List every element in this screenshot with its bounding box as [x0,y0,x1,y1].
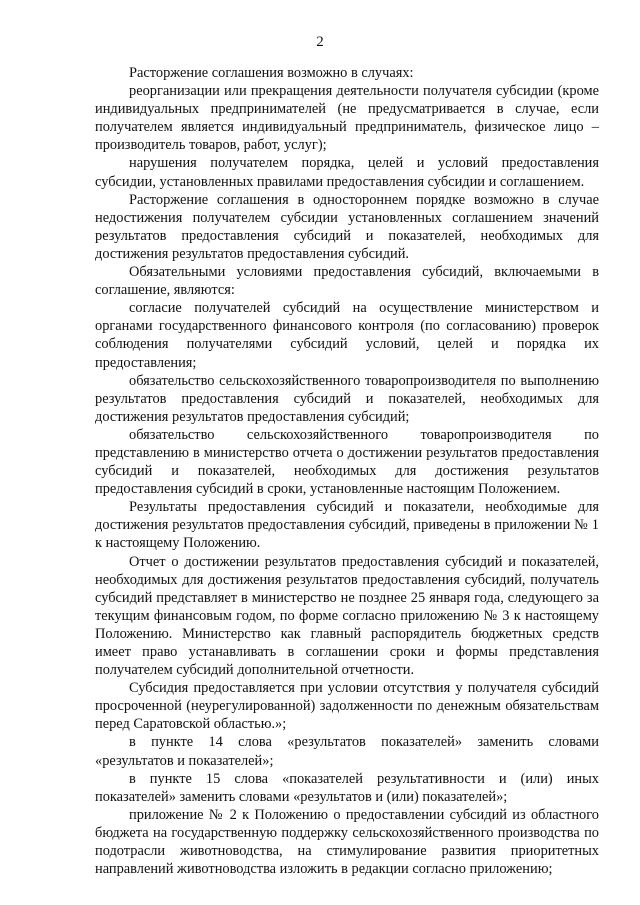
paragraph: в пункте 14 слова «результатов показателей» заменить словами «результатов и показателей»; [95,734,599,769]
paragraph: согласие получателей субсидий на осуществление министерством и органами государственного финансового контроля (по согласованию) проверок соблюдения получателями субсидий условий, целей и порядка их предоставления; [95,300,599,371]
paragraph: Расторжение соглашения в одностороннем порядке возможно в случае недостижения получателем субсидии установленных соглашением значений результатов предоставления субсидий и показателей, необходимых для достижения результатов предоставления субсидий. [95,191,599,262]
paragraph: обязательство сельскохозяйственного товаропроизводителя по выполнению результатов предоставления субсидий и показателей, необходимых для достижения результатов предоставления субсидий; [95,372,599,425]
paragraph: Расторжение соглашения возможно в случаях: [129,65,414,81]
paragraph: реорганизации или прекращения деятельности получателя субсидии (кроме индивидуальных предпринимателей (не предусматривается в случае, если получателем является индивидуальный предприниматель, физическое лицо – производитель товаров, работ, услуг); [95,83,599,154]
document-body [95,64,599,878]
page-number: 2 [316,34,324,50]
paragraph: нарушения получателем порядка, целей и условий предоставления субсидии, установленных правилами предоставления субсидии и соглашением. [95,155,599,190]
paragraph: в пункте 15 слова «показателей результативности и (или) иных показателей» заменить словами «результатов и (или) показателей»; [95,770,599,805]
paragraph: обязательство сельскохозяйственного товаропроизводителя по представлению в министерство отчета о достижении результатов предоставления субсидий и показателей, необходимых для достижения результатов предоставления субсидий в сроки, установленные настоящим Положением. [95,426,599,498]
paragraph: Отчет о достижении результатов предоставления субсидий и показателей, необходимых для достижения результатов предоставления субсидий, получатель субсидий представляет в министерство не позднее 25 января года, следующего за текущим финансовым годом, по форме согласно приложению № 3 к настоящему Положению. Министерство как главный распорядитель бюджетных средств имеет право устанавливать в соглашении сроки и формы представления получателем субсидий дополнительной отчетности. [95,553,599,679]
paragraph: Субсидия предоставляется при условии отсутствия у получателя субсидий просроченной (неурегулированной) задолженности по денежным обязательствам перед Саратовской областью.»; [95,680,599,733]
paragraph: Результаты предоставления субсидий и показатели, необходимые для достижения результатов предоставления субсидий, приведены в приложении № 1 к настоящему Положению. [95,499,599,552]
paragraph: приложение № 2 к Положению о предоставлении субсидий из областного бюджета на государственную поддержку сельскохозяйственного производства по подотрасли животноводства, на стимулирование развития приоритетных направлений животноводства изложить в редакции согласно приложению; [95,806,599,878]
paragraph: Обязательными условиями предоставления субсидий, включаемыми в соглашение, являются: [95,264,599,299]
